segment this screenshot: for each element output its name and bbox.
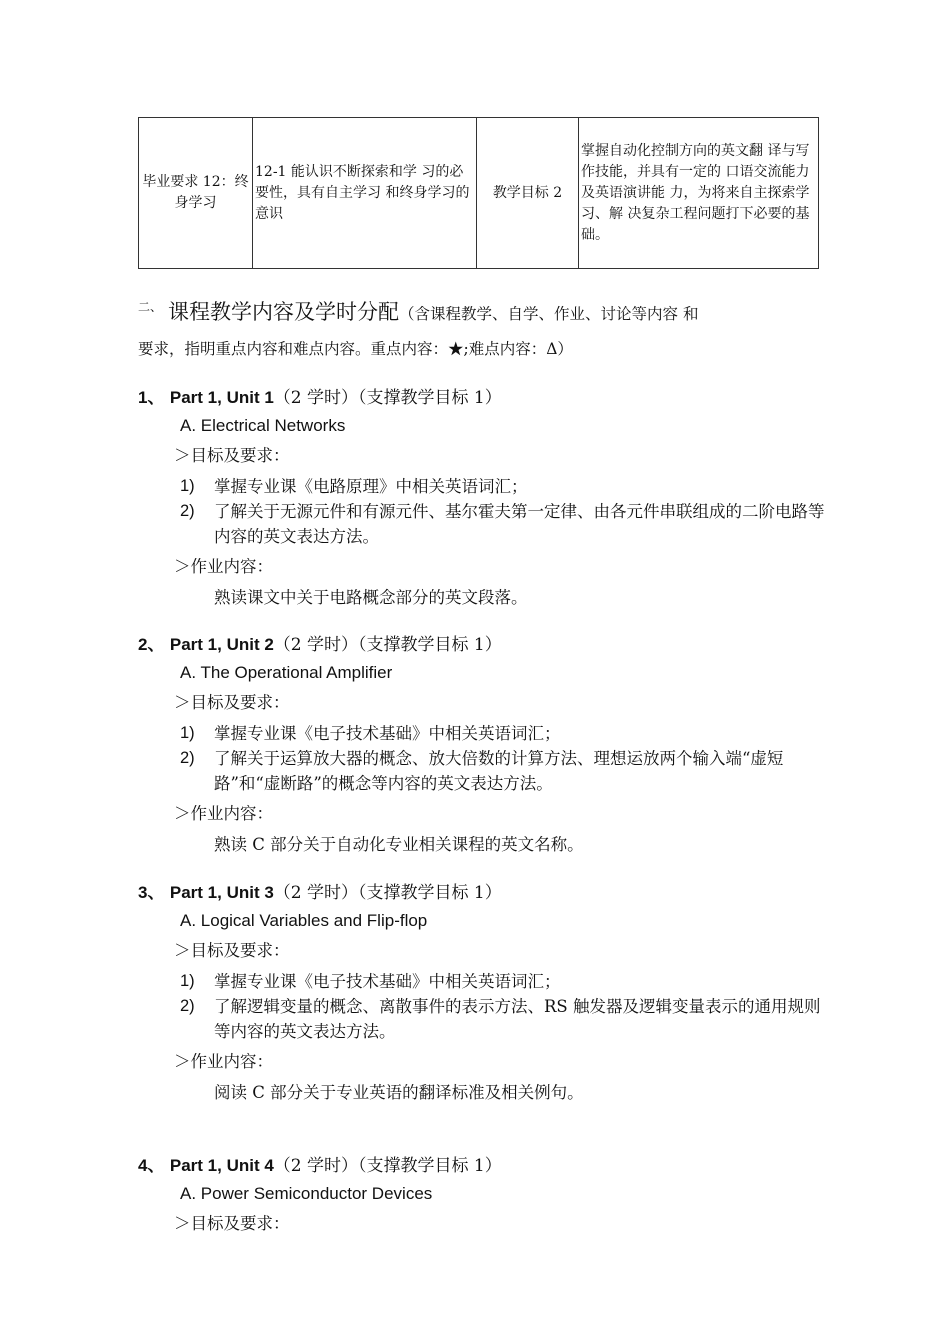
homework-label: ＞作业内容： xyxy=(174,804,273,823)
table-row xyxy=(139,118,819,269)
unit-number: 1、 xyxy=(138,388,165,407)
homework-text: 阅读 C 部分关于专业英语的翻译标准及相关例句。 xyxy=(214,1083,584,1102)
homework-label: ＞作业内容： xyxy=(174,557,273,576)
requirement-list xyxy=(138,474,828,549)
requirement-text: 掌握专业课《电路原理》中相关英语词汇； xyxy=(214,477,528,496)
section-number: 二、 xyxy=(138,300,163,314)
unit-hours: （2 学时） xyxy=(273,635,359,655)
unit-support: （支撑教学目标 1） xyxy=(358,883,502,903)
requirement-list xyxy=(138,721,828,796)
unit-heading xyxy=(138,386,828,410)
unit-topic: A. The Operational Amplifier xyxy=(180,663,393,682)
indicator-cell: 12-1 能认识不断探索和学 习的必要性，具有自主学习 和终身学习的意识 xyxy=(253,118,477,269)
list-marker: 1) xyxy=(180,477,195,495)
list-item xyxy=(138,746,828,796)
list-item xyxy=(138,721,828,746)
unit-hours: （2 学时） xyxy=(273,883,359,903)
unit-support: （支撑教学目标 1） xyxy=(358,635,502,655)
unit-2 xyxy=(138,633,828,857)
section-title: 课程教学内容及学时分配 xyxy=(168,300,400,324)
list-marker: 2) xyxy=(180,502,195,520)
list-marker: 1) xyxy=(180,972,195,990)
graduation-requirement-table xyxy=(138,117,819,269)
unit-topic: A. Power Semiconductor Devices xyxy=(180,1184,433,1203)
requirement-text: 了解逻辑变量的概念、离散事件的表示方法、RS 触发器及逻辑变量表示的通用规则等内容的英文表达方法。 xyxy=(214,997,821,1041)
unit-hours: （2 学时） xyxy=(273,1156,359,1176)
unit-number: 2、 xyxy=(138,635,165,654)
unit-number: 3、 xyxy=(138,883,165,902)
goal-label: ＞目标及要求： xyxy=(174,1214,290,1233)
section-desc-2: 要求，指明重点内容和难点内容。重点内容：★;难点内容：Δ） xyxy=(138,340,573,358)
list-marker: 2) xyxy=(180,749,195,767)
unit-topic: A. Logical Variables and Flip-flop xyxy=(180,911,428,930)
list-item xyxy=(138,474,828,499)
goal-description-cell: 掌握自动化控制方向的英文翻 译与写作技能，并具有一定的 口语交流能力及英语演讲能 力，为将来自主探索学习、解 决复杂工程问题打下必要的基 础。 xyxy=(579,118,819,269)
unit-heading xyxy=(138,881,828,905)
list-marker: 1) xyxy=(180,724,195,742)
section-heading xyxy=(138,290,828,367)
unit-part: Part 1, Unit 3 xyxy=(169,883,274,902)
requirement-list xyxy=(138,969,828,1044)
goal-label: ＞目标及要求： xyxy=(174,693,290,712)
unit-support: （支撑教学目标 1） xyxy=(358,388,502,408)
goal-label: ＞目标及要求： xyxy=(174,446,290,465)
unit-heading xyxy=(138,633,828,657)
list-item xyxy=(138,969,828,994)
homework-label: ＞作业内容： xyxy=(174,1052,273,1071)
requirement-text: 了解关于无源元件和有源元件、基尔霍夫第一定律、由各元件串联组成的二阶电路等内容的英文表达方法。 xyxy=(214,502,825,546)
unit-part: Part 1, Unit 4 xyxy=(169,1156,274,1175)
homework-text: 熟读 C 部分关于自动化专业相关课程的英文名称。 xyxy=(214,835,584,854)
unit-part: Part 1, Unit 2 xyxy=(169,635,274,654)
list-item xyxy=(138,994,828,1044)
unit-number: 4、 xyxy=(138,1156,165,1175)
requirement-text: 掌握专业课《电子技术基础》中相关英语词汇； xyxy=(214,972,561,991)
unit-topic: A. Electrical Networks xyxy=(180,416,346,435)
teaching-goal-cell: 教学目标 2 xyxy=(477,118,579,269)
list-marker: 2) xyxy=(180,997,195,1015)
unit-support: （支撑教学目标 1） xyxy=(358,1156,502,1176)
unit-1 xyxy=(138,386,828,610)
unit-3 xyxy=(138,881,828,1105)
requirement-text: 掌握专业课《电子技术基础》中相关英语词汇； xyxy=(214,724,561,743)
unit-heading xyxy=(138,1154,828,1178)
goal-label: ＞目标及要求： xyxy=(174,941,290,960)
requirement-cell: 毕业要求 12：终身学习 xyxy=(139,118,253,269)
unit-4 xyxy=(138,1154,828,1236)
homework-text: 熟读课文中关于电路概念部分的英文段落。 xyxy=(214,588,528,607)
unit-hours: （2 学时） xyxy=(273,388,359,408)
requirement-text: 了解关于运算放大器的概念、放大倍数的计算方法、理想运放两个输入端“虚短路”和“虚断路”的概念等内容的英文表达方法。 xyxy=(214,749,784,793)
list-item xyxy=(138,499,828,549)
section-desc-1: （含课程教学、自学、作业、讨论等内容 和 xyxy=(399,305,699,323)
unit-part: Part 1, Unit 1 xyxy=(169,388,274,407)
